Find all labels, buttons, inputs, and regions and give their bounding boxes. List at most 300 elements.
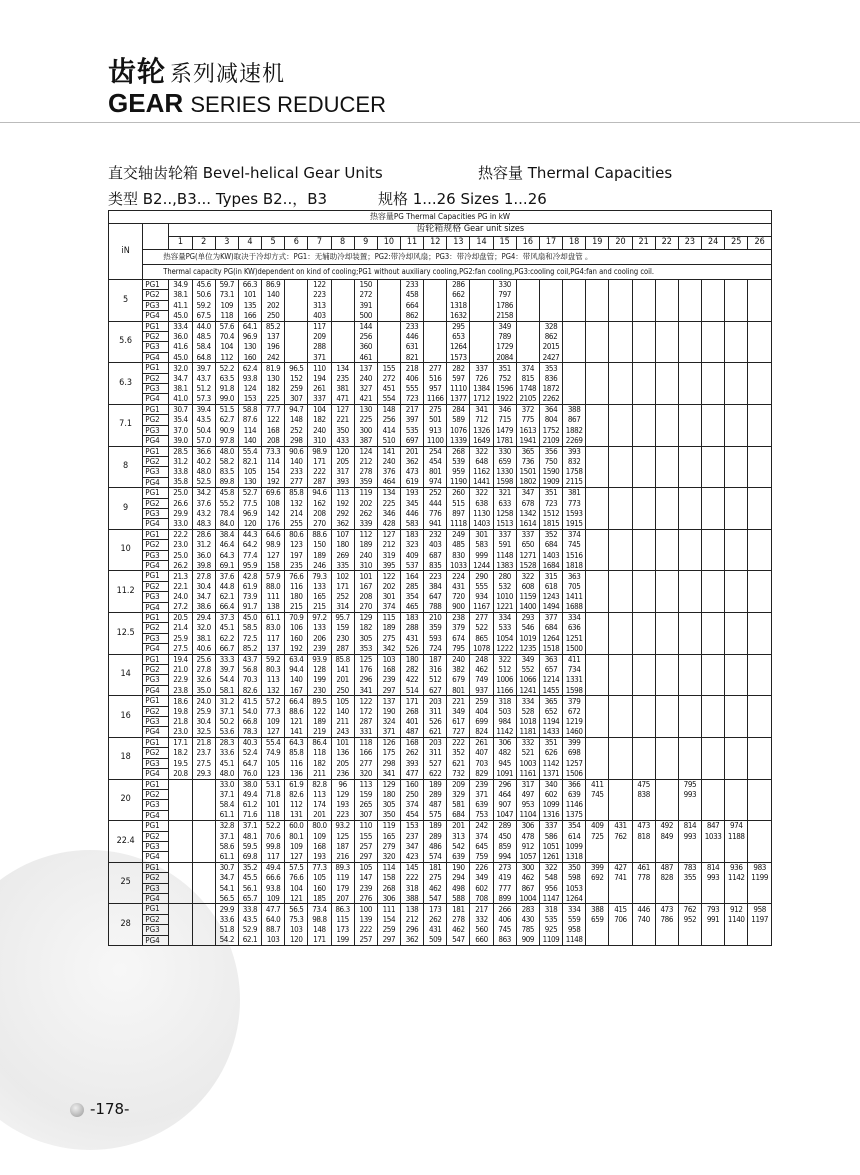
- value-cell: 211: [331, 717, 354, 727]
- value-cell: 554: [377, 394, 400, 404]
- value-cell: [516, 280, 539, 290]
- pg-label: PG3: [143, 550, 169, 560]
- value-cell: 190: [447, 862, 470, 872]
- value-cell: [609, 404, 632, 414]
- value-cell: 43.7: [192, 373, 215, 383]
- value-cell: 85.8: [285, 488, 308, 498]
- value-cell: 657: [539, 665, 562, 675]
- value-cell: 24.0: [169, 592, 192, 602]
- value-cell: 324: [377, 717, 400, 727]
- value-cell: 532: [493, 581, 516, 591]
- value-cell: 360: [354, 342, 377, 352]
- value-cell: [655, 446, 678, 456]
- value-cell: [609, 935, 632, 945]
- value-cell: [725, 592, 748, 602]
- value-cell: [586, 727, 609, 737]
- value-cell: [632, 436, 655, 446]
- value-cell: 109: [285, 841, 308, 851]
- unit-header-row: [109, 224, 772, 237]
- value-cell: 1400: [516, 602, 539, 612]
- value-cell: [516, 311, 539, 321]
- table-row: [109, 727, 772, 737]
- value-cell: [586, 300, 609, 310]
- value-cell: [748, 571, 772, 581]
- value-cell: 444: [424, 498, 447, 508]
- value-cell: 621: [424, 727, 447, 737]
- value-cell: 158: [262, 560, 285, 570]
- value-cell: [377, 300, 400, 310]
- value-cell: [609, 436, 632, 446]
- value-cell: 354: [400, 592, 423, 602]
- value-cell: 110: [308, 363, 331, 373]
- value-cell: 80.1: [285, 831, 308, 841]
- value-cell: 55.4: [262, 737, 285, 747]
- value-cell: 1433: [539, 727, 562, 737]
- value-cell: [725, 706, 748, 716]
- value-cell: 141: [377, 446, 400, 456]
- value-cell: [725, 467, 748, 477]
- value-cell: 71.8: [262, 789, 285, 799]
- value-cell: [748, 311, 772, 321]
- value-cell: [678, 737, 701, 747]
- value-cell: [192, 800, 215, 810]
- value-cell: 176: [354, 665, 377, 675]
- value-cell: [586, 508, 609, 518]
- value-cell: 62.2: [215, 633, 238, 643]
- value-cell: 127: [285, 852, 308, 862]
- value-cell: [702, 384, 725, 394]
- value-cell: 25.0: [169, 550, 192, 560]
- value-cell: 821: [400, 352, 423, 362]
- table-row: [109, 935, 772, 945]
- value-cell: 464: [493, 789, 516, 799]
- value-cell: 217: [400, 404, 423, 414]
- value-cell: [586, 436, 609, 446]
- pg-label: PG3: [143, 800, 169, 810]
- value-cell: [725, 654, 748, 664]
- value-cell: 254: [424, 446, 447, 456]
- value-cell: 679: [447, 675, 470, 685]
- value-cell: 1110: [447, 384, 470, 394]
- value-cell: [725, 508, 748, 518]
- value-cell: 2015: [539, 342, 562, 352]
- value-cell: 160: [238, 352, 261, 362]
- size-header: 20: [609, 237, 632, 250]
- value-cell: 697: [400, 436, 423, 446]
- value-cell: 1166: [493, 685, 516, 695]
- value-cell: 168: [377, 665, 400, 675]
- value-cell: 66.7: [215, 644, 238, 654]
- value-cell: 223: [308, 290, 331, 300]
- value-cell: [678, 467, 701, 477]
- value-cell: [632, 384, 655, 394]
- value-cell: [702, 508, 725, 518]
- value-cell: 127: [377, 529, 400, 539]
- value-cell: 1403: [539, 550, 562, 560]
- pg-label: PG4: [143, 810, 169, 820]
- value-cell: [470, 311, 493, 321]
- value-cell: 64.3: [215, 550, 238, 560]
- value-cell: 301: [470, 529, 493, 539]
- value-cell: [655, 748, 678, 758]
- value-cell: 115: [331, 914, 354, 924]
- value-cell: 421: [354, 394, 377, 404]
- value-cell: [169, 914, 192, 924]
- value-cell: 268: [447, 446, 470, 456]
- value-cell: 1221: [493, 602, 516, 612]
- table-row: [109, 540, 772, 550]
- value-cell: [586, 696, 609, 706]
- value-cell: 1330: [493, 467, 516, 477]
- value-cell: 597: [447, 373, 470, 383]
- value-cell: 342: [377, 644, 400, 654]
- value-cell: 294: [447, 873, 470, 883]
- value-cell: [632, 717, 655, 727]
- value-cell: [655, 602, 678, 612]
- value-cell: 374: [516, 363, 539, 373]
- value-cell: 48.0: [215, 446, 238, 456]
- value-cell: 179: [331, 883, 354, 893]
- value-cell: 1057: [516, 852, 539, 862]
- value-cell: [725, 498, 748, 508]
- value-cell: [632, 394, 655, 404]
- value-cell: [609, 384, 632, 394]
- value-cell: 692: [586, 873, 609, 883]
- value-cell: 318: [400, 883, 423, 893]
- value-cell: 210: [424, 613, 447, 623]
- value-cell: 59.2: [192, 300, 215, 310]
- value-cell: 43.5: [192, 415, 215, 425]
- value-cell: 280: [493, 571, 516, 581]
- value-cell: [748, 852, 772, 862]
- value-cell: 62.1: [238, 935, 261, 945]
- value-cell: 80.0: [308, 821, 331, 831]
- value-cell: [748, 436, 772, 446]
- value-cell: 242: [262, 352, 285, 362]
- in-header: iN: [109, 224, 143, 280]
- value-cell: 199: [308, 675, 331, 685]
- value-cell: 83.0: [262, 623, 285, 633]
- value-cell: 1614: [516, 519, 539, 529]
- value-cell: 52.7: [238, 488, 261, 498]
- value-cell: [725, 321, 748, 331]
- value-cell: 37.6: [215, 571, 238, 581]
- value-cell: 867: [516, 883, 539, 893]
- value-cell: 335: [331, 560, 354, 570]
- value-cell: [748, 394, 772, 404]
- value-cell: 111: [262, 592, 285, 602]
- value-cell: 132: [285, 498, 308, 508]
- value-cell: [632, 852, 655, 862]
- value-cell: [678, 550, 701, 560]
- value-cell: [424, 352, 447, 362]
- value-cell: 118: [215, 311, 238, 321]
- value-cell: [748, 789, 772, 799]
- ratio-cell: 7.1: [109, 404, 143, 446]
- value-cell: [563, 384, 586, 394]
- value-cell: 139: [354, 914, 377, 924]
- table-row: [109, 456, 772, 466]
- value-cell: 626: [539, 748, 562, 758]
- value-cell: 185: [308, 893, 331, 903]
- table-row: [109, 810, 772, 820]
- value-cell: 300: [354, 425, 377, 435]
- value-cell: [586, 883, 609, 893]
- value-cell: 252: [331, 592, 354, 602]
- value-cell: 431: [447, 581, 470, 591]
- value-cell: [285, 321, 308, 331]
- value-cell: 187: [331, 841, 354, 851]
- value-cell: [609, 810, 632, 820]
- value-cell: 323: [400, 540, 423, 550]
- table-row: [109, 446, 772, 456]
- value-cell: 1258: [493, 508, 516, 518]
- value-cell: 332: [516, 737, 539, 747]
- value-cell: 306: [377, 893, 400, 903]
- value-cell: 330: [493, 280, 516, 290]
- value-cell: [748, 332, 772, 342]
- pg-label: PG2: [143, 415, 169, 425]
- value-cell: 958: [748, 904, 772, 914]
- value-cell: 160: [285, 633, 308, 643]
- value-cell: 1099: [563, 841, 586, 851]
- value-cell: 1748: [516, 384, 539, 394]
- value-cell: 275: [424, 873, 447, 883]
- value-cell: 180: [400, 654, 423, 664]
- value-cell: [655, 769, 678, 779]
- value-cell: [331, 300, 354, 310]
- page-header: [108, 50, 386, 119]
- value-cell: 535: [539, 914, 562, 924]
- value-cell: 907: [493, 800, 516, 810]
- ratio-cell: 25: [109, 862, 143, 904]
- value-cell: 521: [516, 748, 539, 758]
- value-cell: 1109: [539, 935, 562, 945]
- value-cell: 316: [424, 665, 447, 675]
- ratio-cell: 16: [109, 696, 143, 738]
- note-en-row: [109, 265, 772, 280]
- value-cell: 588: [447, 893, 470, 903]
- value-cell: 838: [632, 789, 655, 799]
- value-cell: 37.0: [169, 425, 192, 435]
- value-cell: [169, 883, 192, 893]
- value-cell: [586, 581, 609, 591]
- value-cell: 28.5: [169, 446, 192, 456]
- size-header: 1: [169, 237, 192, 250]
- table-row: [109, 675, 772, 685]
- value-cell: [702, 425, 725, 435]
- value-cell: 235: [285, 560, 308, 570]
- value-cell: 1528: [516, 560, 539, 570]
- value-cell: 189: [308, 717, 331, 727]
- value-cell: 602: [539, 789, 562, 799]
- value-cell: [609, 332, 632, 342]
- value-cell: 355: [678, 873, 701, 883]
- value-cell: 793: [702, 904, 725, 914]
- pg-label: PG1: [143, 363, 169, 373]
- value-cell: [609, 311, 632, 321]
- value-cell: 182: [308, 415, 331, 425]
- value-cell: 1264: [539, 633, 562, 643]
- value-cell: [655, 883, 678, 893]
- value-cell: [678, 373, 701, 383]
- table-row: [109, 779, 772, 789]
- value-cell: [609, 446, 632, 456]
- value-cell: [655, 685, 678, 695]
- value-cell: 1099: [539, 800, 562, 810]
- value-cell: 1104: [516, 810, 539, 820]
- value-cell: 475: [632, 779, 655, 789]
- value-cell: 293: [516, 613, 539, 623]
- ratio-cell: 18: [109, 737, 143, 779]
- value-cell: 684: [447, 810, 470, 820]
- value-cell: 122: [262, 415, 285, 425]
- value-cell: 72.5: [238, 633, 261, 643]
- value-cell: [609, 550, 632, 560]
- value-cell: 116: [285, 758, 308, 768]
- value-cell: [331, 352, 354, 362]
- value-cell: 121: [285, 893, 308, 903]
- value-cell: 30.7: [169, 404, 192, 414]
- value-cell: [702, 373, 725, 383]
- value-cell: [586, 852, 609, 862]
- value-cell: 201: [400, 446, 423, 456]
- value-cell: 485: [447, 540, 470, 550]
- value-cell: 109: [215, 300, 238, 310]
- value-cell: 492: [655, 821, 678, 831]
- value-cell: 222: [447, 737, 470, 747]
- value-cell: 58.1: [215, 685, 238, 695]
- value-cell: [470, 290, 493, 300]
- pg-header-blank: [143, 224, 169, 250]
- value-cell: [655, 893, 678, 903]
- value-cell: 334: [493, 613, 516, 623]
- value-cell: 1915: [563, 519, 586, 529]
- value-cell: 22.9: [169, 675, 192, 685]
- value-cell: [632, 633, 655, 643]
- value-cell: 639: [447, 852, 470, 862]
- value-cell: [655, 613, 678, 623]
- value-cell: [655, 841, 678, 851]
- value-cell: [609, 508, 632, 518]
- value-cell: 189: [308, 550, 331, 560]
- table-row: [109, 519, 772, 529]
- value-cell: [632, 883, 655, 893]
- value-cell: 39.0: [169, 436, 192, 446]
- value-cell: 388: [563, 404, 586, 414]
- value-cell: [609, 685, 632, 695]
- value-cell: 194: [308, 373, 331, 383]
- value-cell: 62.1: [215, 592, 238, 602]
- value-cell: [192, 893, 215, 903]
- pg-label: PG1: [143, 613, 169, 623]
- value-cell: 150: [308, 540, 331, 550]
- value-cell: 20.5: [169, 613, 192, 623]
- value-cell: 109: [308, 831, 331, 841]
- value-cell: 180: [377, 789, 400, 799]
- value-cell: 750: [539, 456, 562, 466]
- value-cell: [632, 737, 655, 747]
- size-header: 24: [702, 237, 725, 250]
- value-cell: 1118: [447, 519, 470, 529]
- value-cell: [169, 800, 192, 810]
- value-cell: [748, 769, 772, 779]
- value-cell: 233: [400, 321, 423, 331]
- value-cell: [678, 685, 701, 695]
- value-cell: [586, 456, 609, 466]
- value-cell: 723: [539, 498, 562, 508]
- value-cell: 1598: [563, 685, 586, 695]
- ratio-cell: 20: [109, 779, 143, 821]
- value-cell: 35.8: [169, 477, 192, 487]
- value-cell: [655, 737, 678, 747]
- value-cell: [586, 560, 609, 570]
- value-cell: [609, 665, 632, 675]
- value-cell: 222: [354, 925, 377, 935]
- value-cell: 257: [354, 935, 377, 945]
- value-cell: 337: [516, 529, 539, 539]
- ratio-cell: 5.6: [109, 321, 143, 363]
- value-cell: [748, 675, 772, 685]
- value-cell: 66.8: [238, 717, 261, 727]
- value-cell: 359: [354, 477, 377, 487]
- value-cell: [725, 342, 748, 352]
- value-cell: [539, 280, 562, 290]
- value-cell: [748, 644, 772, 654]
- unit-header: 齿轮箱规格 Gear unit sizes: [169, 224, 772, 237]
- value-cell: 512: [424, 675, 447, 685]
- value-cell: [285, 352, 308, 362]
- value-cell: [563, 332, 586, 342]
- value-cell: [632, 571, 655, 581]
- value-cell: 221: [447, 696, 470, 706]
- value-cell: 288: [308, 342, 331, 352]
- value-cell: 58.4: [215, 800, 238, 810]
- value-cell: 1331: [563, 675, 586, 685]
- value-cell: 21.3: [169, 571, 192, 581]
- value-cell: [609, 321, 632, 331]
- value-cell: 93.8: [262, 883, 285, 893]
- value-cell: 297: [354, 852, 377, 862]
- value-cell: 307: [285, 394, 308, 404]
- value-cell: 45.5: [238, 873, 261, 883]
- value-cell: [586, 893, 609, 903]
- value-cell: 243: [331, 727, 354, 737]
- value-cell: 419: [493, 873, 516, 883]
- value-cell: 1882: [563, 425, 586, 435]
- value-cell: 365: [539, 696, 562, 706]
- value-cell: 69.8: [238, 852, 261, 862]
- value-cell: [609, 800, 632, 810]
- value-cell: 548: [539, 873, 562, 883]
- value-cell: 118: [262, 810, 285, 820]
- value-cell: 1243: [539, 592, 562, 602]
- value-cell: 789: [493, 332, 516, 342]
- size-header: 12: [424, 237, 447, 250]
- value-cell: [655, 800, 678, 810]
- value-cell: 393: [331, 477, 354, 487]
- value-cell: 724: [424, 644, 447, 654]
- value-cell: 183: [400, 529, 423, 539]
- value-cell: [563, 373, 586, 383]
- value-cell: [192, 925, 215, 935]
- value-cell: [655, 529, 678, 539]
- value-cell: [609, 769, 632, 779]
- value-cell: 212: [400, 914, 423, 924]
- value-cell: 159: [331, 623, 354, 633]
- value-cell: 1371: [539, 769, 562, 779]
- value-cell: 76.6: [285, 873, 308, 883]
